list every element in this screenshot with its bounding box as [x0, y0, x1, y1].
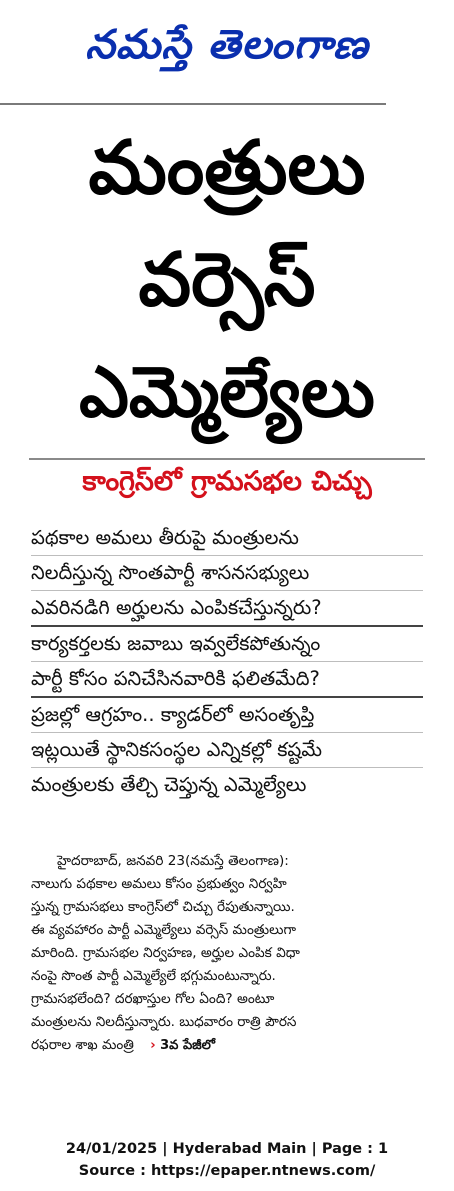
body-line-last	[31, 1034, 423, 1057]
body-line: మంత్రులను నిలదీస్తున్నారు. బుధవారం రాత్రి పౌరస	[31, 1014, 297, 1030]
deck-line: పార్టీ కోసం పనిచేసినవారికి ఫలితమేది?	[31, 662, 423, 698]
deck-line: మంత్రులకు తేల్చి చెప్తున్న ఎమ్మెల్యేలు	[31, 773, 307, 796]
continued-label: 3వ పేజీలో	[160, 1038, 216, 1053]
deck-line: నిలదీస్తున్న సొంతపార్టీ శాసనసభ్యులు	[31, 556, 423, 591]
deck-line: కార్యకర్తలకు జవాబు ఇవ్వలేకపోతున్నం	[31, 627, 423, 662]
continued-on-page[interactable]	[150, 1034, 215, 1057]
headline-line-1: మంత్రులు	[88, 125, 366, 211]
deck-line: ప్రజల్లో ఆగ్రహం.. క్యాడర్‌లో అసంతృప్తి	[31, 698, 423, 733]
deck-line: పథకాల అమలు తీరుపై మంత్రులను	[31, 521, 423, 556]
masthead-title: నమస్తే తెలంగాణ	[85, 22, 369, 68]
body-line: స్తున్న గ్రామసభలు కాంగ్రెస్‌లో చిచ్చు రేపుతున్నాయి.	[31, 899, 295, 915]
kicker-subheading: కాంగ్రెస్‌లో గ్రామసభల చిచ్చు	[29, 458, 425, 504]
body-line-text: రఫరాల శాఖ మంత్రి	[31, 1037, 134, 1053]
masthead	[0, 0, 454, 100]
body-line: ఈ వ్యవహారం పార్టీ ఎమ్మెల్యేలు వర్సెస్ మంత్రులుగా	[31, 922, 296, 938]
deck-line: ఇట్లయితే స్థానికసంస్థల ఎన్నికల్లో కష్టమే	[31, 733, 423, 768]
headline-line-2: వర్సెస్	[138, 237, 316, 323]
body-line: మారింది. గ్రామసభల నిర్వహణ, అర్హుల ఎంపిక విధా	[31, 945, 300, 961]
masthead-rule	[0, 103, 386, 105]
article-body	[31, 850, 423, 1057]
body-line: నాలుగు పథకాల అమలు కోసం ప్రభుత్వం నిర్వహి	[31, 876, 287, 892]
footer-edition-info: 24/01/2025 | Hyderabad Main | Page : 1	[65, 1141, 389, 1157]
headline-line-3: ఎమ్మెల్యేలు	[79, 351, 375, 433]
body-line: గ్రామసభలేంది? దరఖాస్తుల గోల ఏంది? అంటూ	[31, 991, 275, 1007]
deck-summary	[31, 521, 423, 802]
footer	[0, 1138, 454, 1182]
deck-line: ఎవరినడిగి అర్హులను ఎంపికచేస్తున్నరు?	[31, 591, 423, 627]
body-line: నంపై సొంత పార్టీ ఎమ్మెల్యేలే భగ్గుమంటున్నారు.	[31, 968, 276, 984]
headline	[30, 112, 424, 448]
footer-source-link[interactable]: Source : https://epaper.ntnews.com/	[78, 1163, 376, 1179]
dateline: హైదరాబాద్, జనవరి 23(నమస్తే తెలంగాణ):	[57, 853, 289, 869]
arrow-right-icon: ›	[150, 1038, 156, 1053]
